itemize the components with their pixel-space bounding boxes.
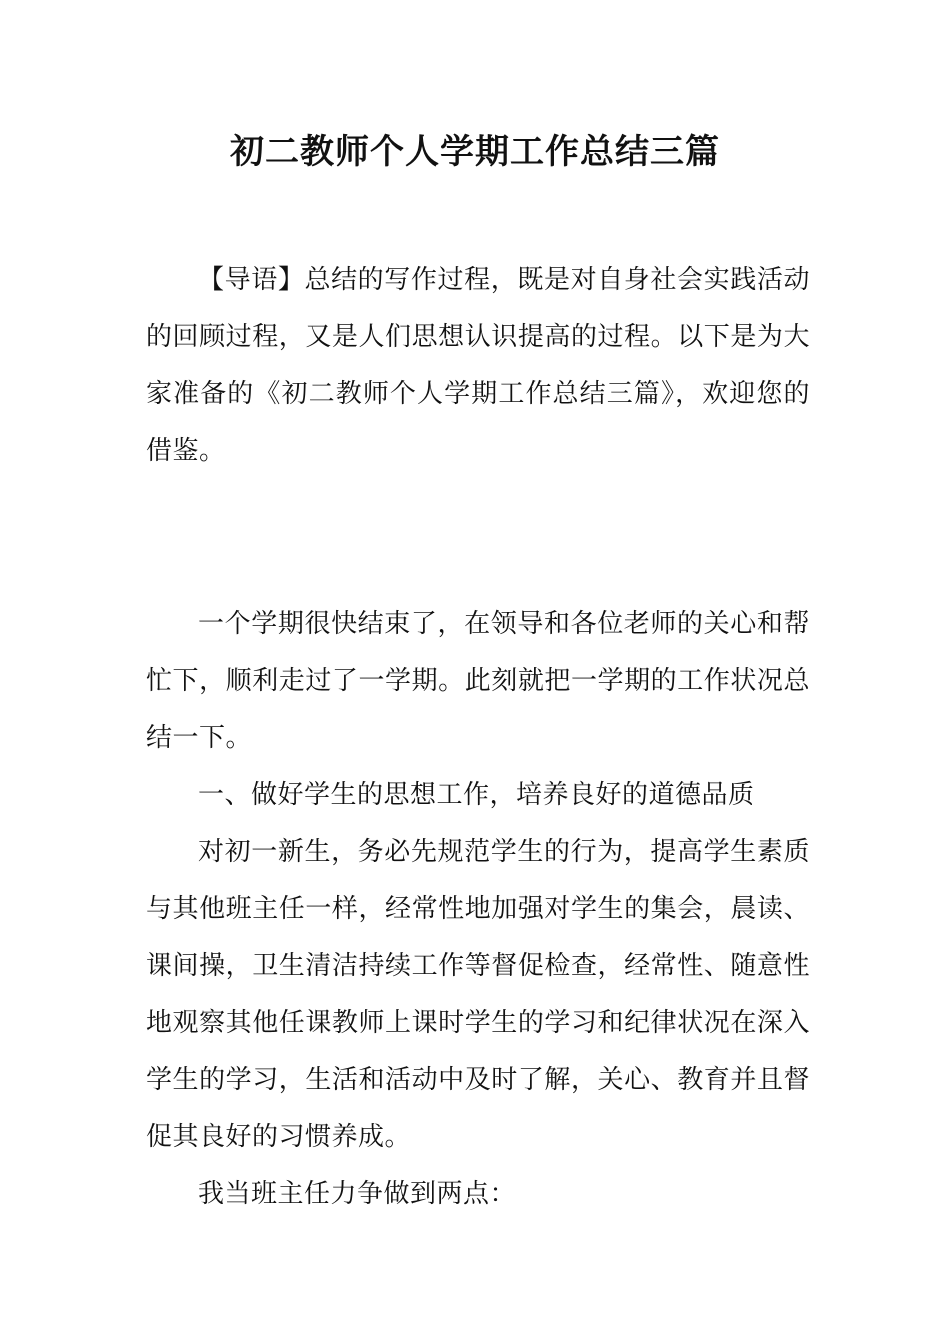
body-paragraph-1: 一个学期很快结束了，在领导和各位老师的关心和帮忙下，顺利走过了一学期。此刻就把一学期的工作状况总结一下。	[146, 609, 810, 753]
body-paragraph-2: 对初一新生，务必先规范学生的行为，提高学生素质与其他班主任一样，经常性地加强对学生的集会，晨读、课间操，卫生清洁持续工作等督促检查，经常性、随意性地观察其他任课教师上课时学生的学习和纪律状况在深入学生的学习，生活和活动中及时了解，关心、教育并且督促其良好的习惯养成。	[146, 837, 810, 1152]
intro-paragraph: 【导语】总结的写作过程，既是对自身社会实践活动的回顾过程，又是人们思想认识提高的过程。以下是为大家准备的《初二教师个人学期工作总结三篇》，欢迎您的借鉴。	[146, 265, 810, 466]
document-title: 初二教师个人学期工作总结三篇	[230, 132, 720, 172]
body-paragraph-3: 我当班主任力争做到两点：	[198, 1179, 517, 1209]
section-heading-1: 一、做好学生的思想工作，培养良好的道德品质	[198, 780, 755, 810]
